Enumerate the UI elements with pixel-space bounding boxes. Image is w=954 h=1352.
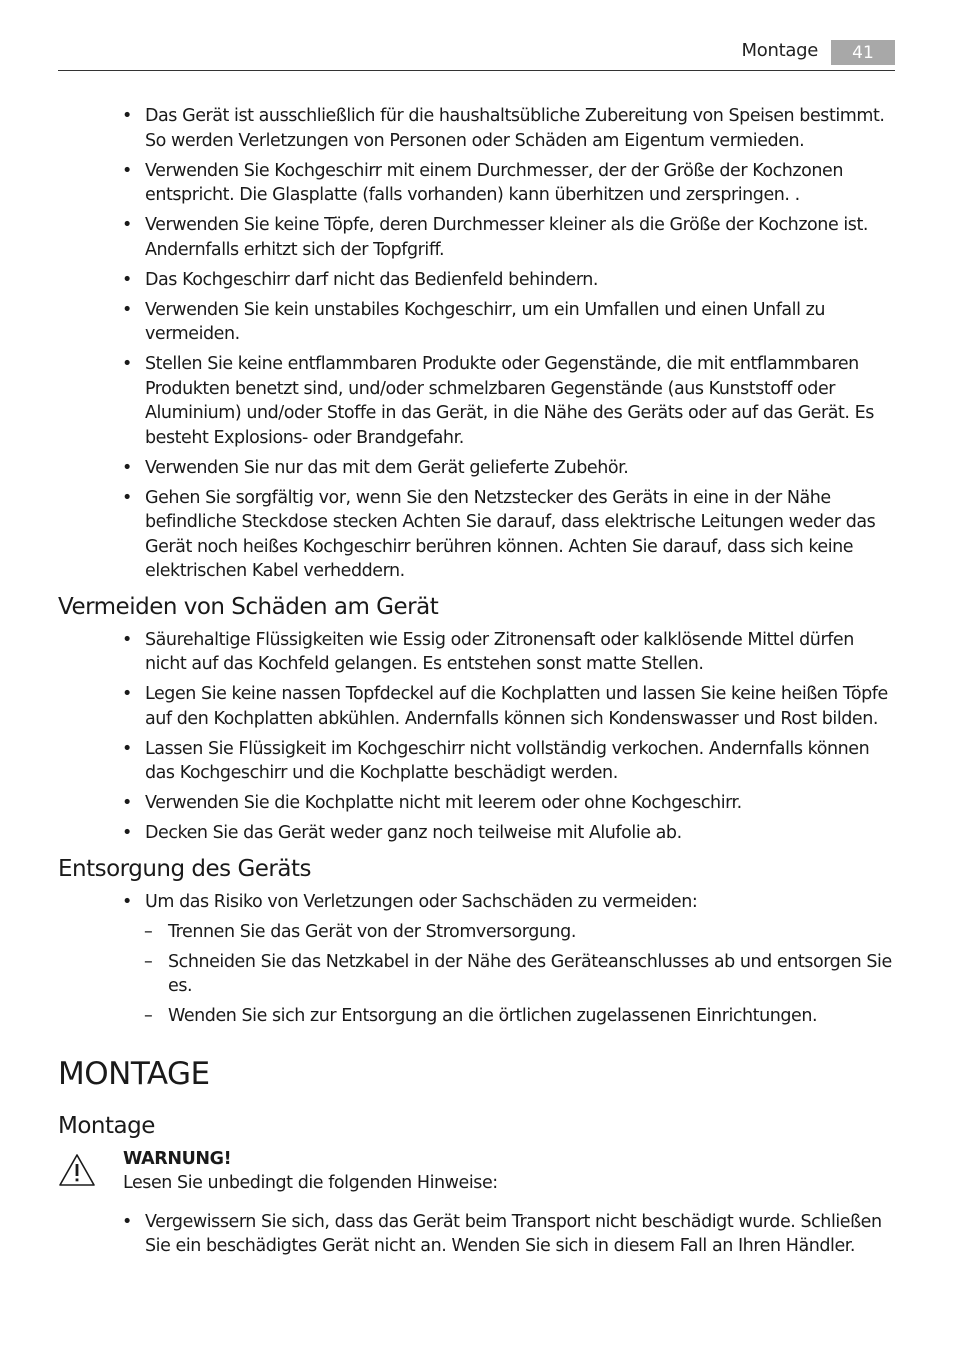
list-item: • Verwenden Sie die Kochplatte nicht mit leerem oder ohne Kochgeschirr.	[58, 791, 895, 816]
warning-box	[58, 1147, 895, 1196]
intro-bullet-list	[58, 104, 895, 584]
list-item: – Wenden Sie sich zur Entsorgung an die örtlichen zugelassenen Einrichtungen.	[58, 1004, 895, 1029]
list-item: • Um das Risiko von Verletzungen oder Sachschäden zu vermeiden:	[58, 890, 895, 915]
chapter-title: MONTAGE	[58, 1055, 210, 1092]
page-number: 41	[852, 42, 874, 63]
list-item: • Lassen Sie Flüssigkeit im Kochgeschirr nicht vollständig verkochen. Andernfalls können das Kochgeschirr und die Kochplatte beschädigt werden.	[58, 737, 895, 786]
list-item: • Verwenden Sie Kochgeschirr mit einem Durchmesser, der der Größe der Kochzonen entspricht. Die Glasplatte (falls vorhanden) kann überhitzen und zerspringen. .	[58, 159, 895, 208]
disposal-section-heading: Entsorgung des Geräts	[58, 855, 311, 882]
list-item: • Verwenden Sie kein unstabiles Kochgeschirr, um ein Umfallen und einen Unfall zu vermeiden.	[58, 298, 895, 347]
list-item: • Das Kochgeschirr darf nicht das Bedienfeld behindern.	[58, 268, 895, 293]
warning-triangle-icon	[58, 1153, 96, 1187]
page-number-badge	[831, 40, 895, 65]
warning-text: Lesen Sie unbedingt die folgenden Hinweise:	[123, 1173, 498, 1193]
list-item: • Stellen Sie keine entflammbaren Produkte oder Gegenstände, die mit entflammbaren Produkten benetzt sind, und/oder schmelzbaren Gegenstände (aus Kunststoff oder Aluminium) und/oder Stoffe in das Gerät, in die Nähe des Geräts oder auf das Gerät. Es besteht Explosions- oder Brandgefahr.	[58, 352, 895, 450]
list-item: – Schneiden Sie das Netzkabel in der Nähe des Geräteanschlusses ab und entsorgen Sie es.	[58, 950, 895, 999]
damage-section-heading: Vermeiden von Schäden am Gerät	[58, 593, 439, 620]
damage-bullet-list	[58, 628, 895, 846]
list-item: • Verwenden Sie keine Töpfe, deren Durchmesser kleiner als die Größe der Kochzone ist. Andernfalls erhitzt sich der Topfgriff.	[58, 213, 895, 262]
header-section-title: Montage	[741, 40, 818, 61]
page-content	[58, 104, 895, 1264]
warning-label: WARNUNG!	[123, 1148, 232, 1169]
list-item: • Säurehaltige Flüssigkeiten wie Essig oder Zitronensaft oder kalklösende Mittel dürfen nicht auf das Kochfeld gelangen. Es entstehen sonst matte Stellen.	[58, 628, 895, 677]
disposal-bullet-list	[58, 890, 895, 915]
list-item: • Gehen Sie sorgfältig vor, wenn Sie den Netzstecker des Geräts in eine in der Nähe befindliche Steckdose stecken Achten Sie darauf, dass elektrische Leitungen weder das Gerät noch heißes Kochgeschirr berühren können. Achten Sie darauf, dass sich keine elektrischen Kabel verheddern.	[58, 486, 895, 584]
list-item: • Legen Sie keine nassen Topfdeckel auf die Kochplatten und lassen Sie keine heißen Töpfe auf den Kochplatten abkühlen. Andernfalls können sich Kondenswasser und Rost bilden.	[58, 682, 895, 731]
list-item: • Decken Sie das Gerät weder ganz noch teilweise mit Alufolie ab.	[58, 821, 895, 846]
list-item: • Vergewissern Sie sich, dass das Gerät beim Transport nicht beschädigt wurde. Schließen Sie ein beschädigtes Gerät nicht an. Wenden Sie sich in diesem Fall an Ihren Händler.	[58, 1210, 895, 1259]
montage-bullet-list	[58, 1210, 895, 1259]
list-item: – Trennen Sie das Gerät von der Stromversorgung.	[58, 920, 895, 945]
list-item: • Das Gerät ist ausschließlich für die haushaltsübliche Zubereitung von Speisen bestimmt. So werden Verletzungen von Personen oder Schäden am Eigentum vermieden.	[58, 104, 895, 153]
header-divider	[58, 70, 895, 71]
montage-subheading: Montage	[58, 1112, 155, 1139]
list-item: • Verwenden Sie nur das mit dem Gerät gelieferte Zubehör.	[58, 456, 895, 481]
disposal-dash-list	[58, 920, 895, 1029]
